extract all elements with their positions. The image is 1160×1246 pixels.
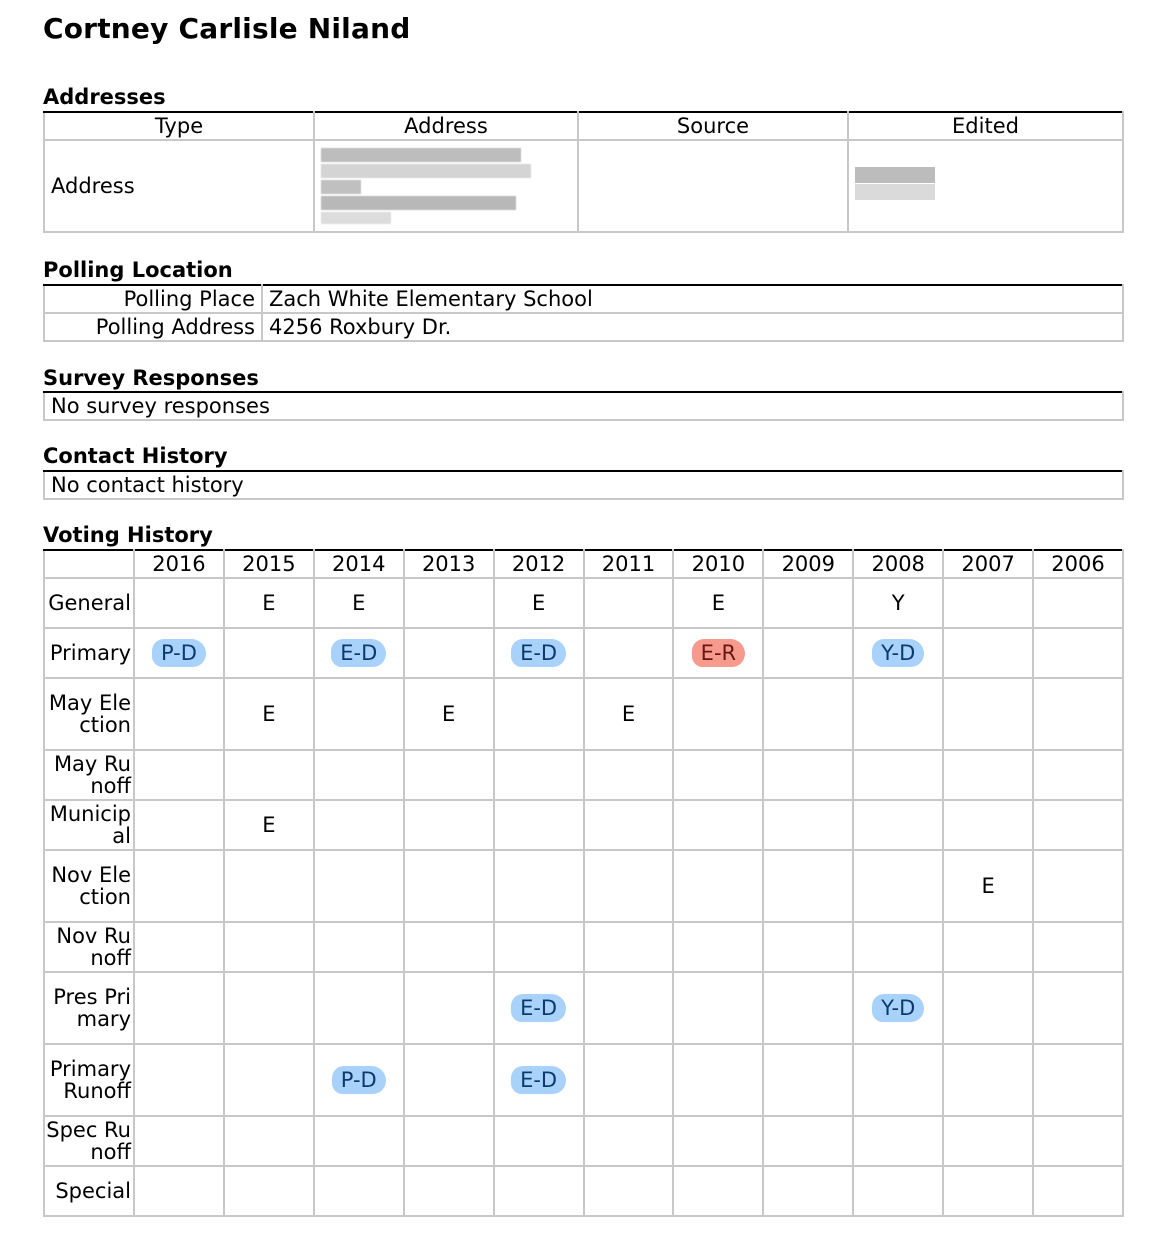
vote-cell	[1033, 1044, 1123, 1116]
vote-cell	[853, 1116, 943, 1166]
vote-cell	[224, 1044, 314, 1116]
democrat-vote-highlight: Y-D	[872, 639, 924, 667]
vote-cell	[673, 972, 763, 1044]
vote-cell	[673, 1166, 763, 1216]
vote-cell	[494, 678, 584, 750]
vote-mark: E	[352, 591, 366, 615]
survey-table	[43, 391, 1124, 421]
year-header: 2010	[673, 550, 763, 578]
vote-cell	[224, 800, 314, 850]
vote-cell	[1033, 678, 1123, 750]
vote-cell	[494, 972, 584, 1044]
voting-row	[44, 1044, 1123, 1116]
vote-cell	[224, 750, 314, 800]
vote-cell	[134, 800, 224, 850]
democrat-vote-highlight: E-D	[331, 639, 386, 667]
vote-cell	[763, 972, 853, 1044]
voting-row	[44, 628, 1123, 678]
vote-cell	[1033, 750, 1123, 800]
vote-cell	[494, 628, 584, 678]
vote-cell	[224, 922, 314, 972]
vote-mark: E	[262, 591, 276, 615]
vote-cell	[404, 1044, 494, 1116]
voting-row	[44, 922, 1123, 972]
vote-cell	[314, 1116, 404, 1166]
vote-cell	[853, 1044, 943, 1116]
vote-cell	[673, 578, 763, 628]
vote-mark: E	[531, 591, 546, 615]
vote-cell	[494, 922, 584, 972]
vote-cell	[1033, 1166, 1123, 1216]
redacted-edited-date	[855, 167, 935, 201]
vote-cell	[1033, 628, 1123, 678]
vote-cell	[134, 578, 224, 628]
contact-table	[43, 470, 1124, 500]
contact-section-title: Contact History	[43, 444, 228, 468]
vote-cell	[763, 678, 853, 750]
election-type-label: Special	[44, 1166, 134, 1216]
polling-address-label: Polling Address	[44, 313, 262, 341]
year-header: 2009	[763, 550, 853, 578]
vote-cell	[314, 800, 404, 850]
vote-cell	[584, 1116, 674, 1166]
vote-mark: E	[262, 702, 276, 726]
vote-cell	[584, 678, 674, 750]
vote-cell	[404, 972, 494, 1044]
vote-cell	[224, 578, 314, 628]
year-header: 2014	[314, 550, 404, 578]
vote-cell	[224, 678, 314, 750]
voting-row	[44, 1116, 1123, 1166]
vote-cell	[763, 750, 853, 800]
address-source-cell	[578, 140, 848, 232]
vote-cell	[134, 750, 224, 800]
vote-cell	[134, 972, 224, 1044]
column-header-source: Source	[578, 112, 848, 140]
vote-cell	[673, 850, 763, 922]
vote-cell	[134, 1166, 224, 1216]
vote-cell	[314, 750, 404, 800]
column-header-address: Address	[314, 112, 578, 140]
voting-history-table	[43, 549, 1124, 1217]
survey-section-title: Survey Responses	[43, 366, 259, 390]
address-row	[44, 140, 1123, 232]
vote-cell	[584, 922, 674, 972]
vote-cell	[853, 1166, 943, 1216]
vote-cell	[853, 578, 943, 628]
vote-cell	[943, 850, 1033, 922]
vote-cell	[1033, 800, 1123, 850]
contact-empty-message: No contact history	[44, 471, 1123, 499]
address-type-cell: Address	[44, 140, 314, 232]
polling-address-value: 4256 Roxbury Dr.	[262, 313, 1123, 341]
vote-cell	[314, 628, 404, 678]
vote-cell	[404, 1116, 494, 1166]
vote-cell	[673, 1116, 763, 1166]
election-type-label: Pres Primary	[44, 972, 134, 1044]
vote-cell	[1033, 972, 1123, 1044]
year-header: 2007	[943, 550, 1033, 578]
vote-cell	[404, 678, 494, 750]
vote-cell	[134, 850, 224, 922]
vote-cell	[584, 750, 674, 800]
vote-cell	[943, 750, 1033, 800]
vote-cell	[584, 628, 674, 678]
vote-mark: E	[981, 874, 995, 898]
voting-row	[44, 678, 1123, 750]
election-type-label: May Runoff	[44, 750, 134, 800]
election-type-label: Nov Runoff	[44, 922, 134, 972]
corner-cell	[44, 550, 134, 578]
vote-cell	[134, 678, 224, 750]
year-header: 2006	[1033, 550, 1123, 578]
address-value-cell	[314, 140, 578, 232]
election-type-label: May Election	[44, 678, 134, 750]
voting-section-title: Voting History	[43, 523, 213, 547]
election-type-label: Municipal	[44, 800, 134, 850]
addresses-header-row	[44, 112, 1123, 140]
vote-cell	[763, 628, 853, 678]
vote-cell	[853, 678, 943, 750]
vote-cell	[853, 628, 943, 678]
vote-cell	[404, 850, 494, 922]
election-type-label: General	[44, 578, 134, 628]
vote-cell	[943, 578, 1033, 628]
vote-cell	[404, 800, 494, 850]
democrat-vote-highlight: P-D	[332, 1066, 386, 1094]
vote-cell	[224, 1116, 314, 1166]
vote-cell	[763, 1044, 853, 1116]
polling-table	[43, 284, 1124, 342]
vote-cell	[314, 972, 404, 1044]
vote-cell	[404, 750, 494, 800]
election-type-label: Spec Runoff	[44, 1116, 134, 1166]
election-type-label: Primary Runoff	[44, 1044, 134, 1116]
voting-row	[44, 750, 1123, 800]
republican-vote-highlight: E-R	[692, 639, 745, 667]
vote-cell	[673, 922, 763, 972]
polling-place-row	[44, 285, 1123, 313]
vote-mark: E	[711, 591, 726, 615]
vote-cell	[224, 628, 314, 678]
vote-cell	[943, 800, 1033, 850]
vote-mark: Y	[891, 591, 905, 615]
vote-cell	[314, 578, 404, 628]
redacted-address	[321, 142, 531, 226]
vote-cell	[673, 800, 763, 850]
vote-cell	[224, 850, 314, 922]
democrat-vote-highlight: E-D	[511, 639, 566, 667]
address-edited-cell	[848, 140, 1123, 232]
year-header: 2011	[584, 550, 674, 578]
page-title: Cortney Carlisle Niland	[43, 12, 411, 45]
polling-place-value: Zach White Elementary School	[262, 285, 1123, 313]
vote-cell	[943, 678, 1033, 750]
vote-cell	[853, 750, 943, 800]
democrat-vote-highlight: P-D	[152, 639, 206, 667]
vote-cell	[494, 1116, 584, 1166]
polling-place-label: Polling Place	[44, 285, 262, 313]
vote-cell	[224, 1166, 314, 1216]
vote-cell	[584, 972, 674, 1044]
vote-cell	[943, 1044, 1033, 1116]
vote-cell	[134, 628, 224, 678]
vote-cell	[673, 628, 763, 678]
democrat-vote-highlight: Y-D	[872, 994, 924, 1022]
election-type-label: Nov Election	[44, 850, 134, 922]
vote-cell	[314, 1166, 404, 1216]
vote-cell	[943, 1166, 1033, 1216]
year-header: 2016	[134, 550, 224, 578]
voting-row	[44, 850, 1123, 922]
vote-cell	[494, 578, 584, 628]
column-header-edited: Edited	[848, 112, 1123, 140]
vote-cell	[853, 922, 943, 972]
year-header: 2008	[853, 550, 943, 578]
vote-cell	[494, 1166, 584, 1216]
vote-cell	[943, 922, 1033, 972]
polling-section-title: Polling Location	[43, 258, 233, 282]
vote-cell	[404, 578, 494, 628]
vote-cell	[763, 1166, 853, 1216]
column-header-type: Type	[44, 112, 314, 140]
vote-cell	[853, 850, 943, 922]
vote-mark: E	[621, 702, 636, 726]
voting-row	[44, 800, 1123, 850]
vote-cell	[673, 678, 763, 750]
vote-cell	[673, 750, 763, 800]
voting-row	[44, 972, 1123, 1044]
vote-cell	[584, 1166, 674, 1216]
vote-mark: E	[442, 702, 456, 726]
vote-cell	[584, 1044, 674, 1116]
vote-cell	[943, 972, 1033, 1044]
vote-cell	[853, 800, 943, 850]
democrat-vote-highlight: E-D	[511, 994, 566, 1022]
vote-cell	[1033, 850, 1123, 922]
vote-cell	[224, 972, 314, 1044]
vote-cell	[943, 628, 1033, 678]
vote-cell	[763, 800, 853, 850]
election-type-label: Primary	[44, 628, 134, 678]
vote-cell	[314, 850, 404, 922]
addresses-table	[43, 111, 1124, 233]
vote-cell	[584, 850, 674, 922]
vote-cell	[404, 922, 494, 972]
voting-header-row	[44, 550, 1123, 578]
vote-cell	[584, 800, 674, 850]
vote-cell	[494, 750, 584, 800]
vote-cell	[404, 628, 494, 678]
vote-cell	[314, 922, 404, 972]
vote-cell	[134, 922, 224, 972]
vote-cell	[763, 578, 853, 628]
vote-cell	[494, 850, 584, 922]
vote-cell	[763, 850, 853, 922]
vote-cell	[494, 800, 584, 850]
vote-cell	[853, 972, 943, 1044]
vote-cell	[134, 1116, 224, 1166]
voting-row	[44, 1166, 1123, 1216]
year-header: 2013	[404, 550, 494, 578]
vote-cell	[404, 1166, 494, 1216]
vote-cell	[584, 578, 674, 628]
vote-mark: E	[262, 813, 276, 837]
vote-cell	[314, 678, 404, 750]
voting-row	[44, 578, 1123, 628]
vote-cell	[763, 922, 853, 972]
vote-cell	[494, 1044, 584, 1116]
survey-empty-message: No survey responses	[44, 392, 1123, 420]
vote-cell	[134, 1044, 224, 1116]
year-header: 2015	[224, 550, 314, 578]
vote-cell	[314, 1044, 404, 1116]
democrat-vote-highlight: E-D	[511, 1066, 566, 1094]
vote-cell	[943, 1116, 1033, 1166]
vote-cell	[1033, 578, 1123, 628]
vote-cell	[1033, 1116, 1123, 1166]
vote-cell	[1033, 922, 1123, 972]
vote-cell	[763, 1116, 853, 1166]
year-header: 2012	[494, 550, 584, 578]
polling-address-row	[44, 313, 1123, 341]
vote-cell	[673, 1044, 763, 1116]
addresses-section-title: Addresses	[43, 85, 166, 109]
